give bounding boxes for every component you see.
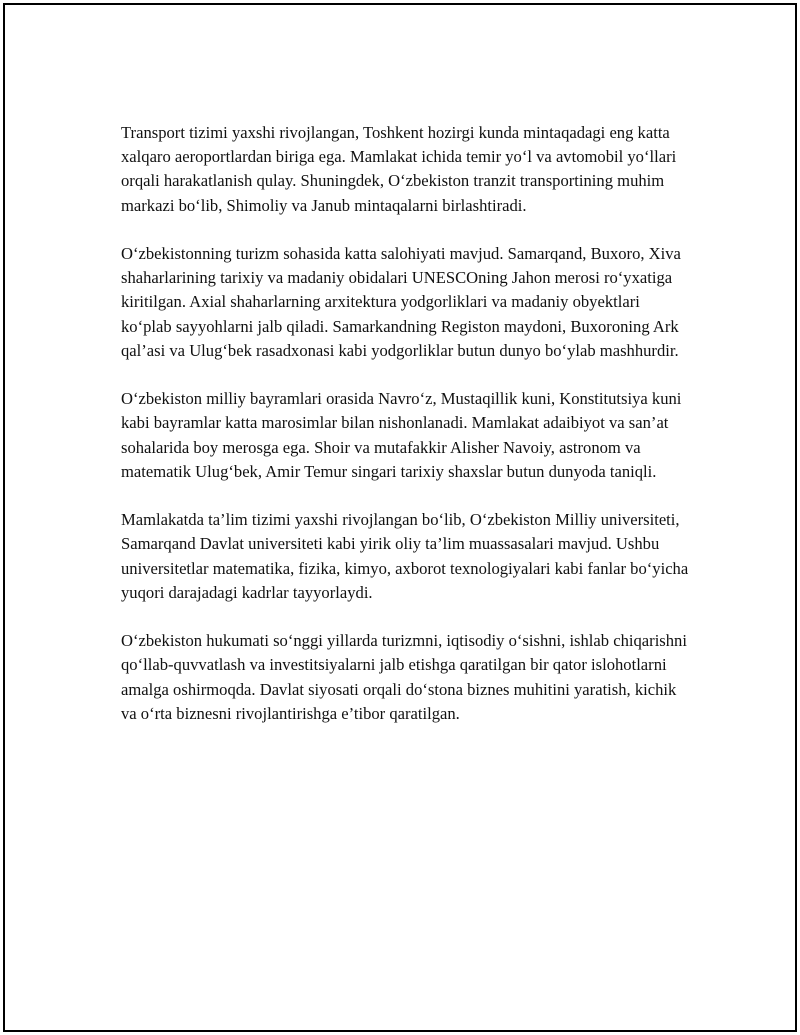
paragraph-education: Mamlakatda ta’lim tizimi yaxshi rivojlangan bo‘lib, O‘zbekiston Milliy universiteti, Samarqand Davlat universiteti kabi yirik oliy ta’lim muassasalari mavjud. Ushbu universitetlar matematika, fizika, kimyo, axborot texnologiyalari kabi fanlar bo‘yicha yuqori darajadagi kadrlar tayyorlaydi. xyxy=(121,510,689,602)
document-body xyxy=(121,121,693,750)
paragraph-holidays: O‘zbekiston milliy bayramlari orasida Navro‘z, Mustaqillik kuni, Konstitutsiya kuni kabi bayramlar katta marosimlar bilan nishonlanadi. Mamlakat adaibiyot va san’at sohalarida boy merosga ega. Shoir va mutafakkir Alisher Navoiy, astronom va matematik Ulug‘bek, Amir Temur singari tarixiy shaxslar butun dunyoda taniqli. xyxy=(121,389,682,481)
paragraph-transport: Transport tizimi yaxshi rivojlangan, Toshkent hozirgi kunda mintaqadagi eng katta xalqaro aeroportlardan biriga ega. Mamlakat ichida temir yo‘l va avtomobil yo‘llari orqali harakatlanish qulay. Shuningdek, O‘zbekiston tranzit transportining muhim markazi bo‘lib, Shimoliy va Janub mintaqalarni birlashtiradi. xyxy=(121,123,677,215)
page-frame xyxy=(3,3,797,1032)
paragraph-tourism: O‘zbekistonning turizm sohasida katta salohiyati mavjud. Samarqand, Buxoro, Xiva shaharlarining tarixiy va madaniy obidalari UNESCOning Jahon merosi ro‘yxatiga kiritilgan. Axial shaharlarning arxitektura yodgorliklari va madaniy obyektlari ko‘plab sayyohlarni jalb qiladi. Samarkandning Registon maydoni, Buxoroning Ark qal’asi va Ulug‘bek rasadxonasi kabi yodgorliklar butun dunyo bo‘ylab mashhurdir. xyxy=(121,244,681,360)
paragraph-government: O‘zbekiston hukumati so‘nggi yillarda turizmni, iqtisodiy o‘sishni, ishlab chiqarishni qo‘llab-quvvatlash va investitsiyalarni jalb etishga qaratilgan bir qator islohotlarni amalga oshirmoqda. Davlat siyosati orqali do‘stona biznes muhitini yaratish, kichik va o‘rta biznesni rivojlantirishga e’tibor qaratilgan. xyxy=(121,631,687,723)
